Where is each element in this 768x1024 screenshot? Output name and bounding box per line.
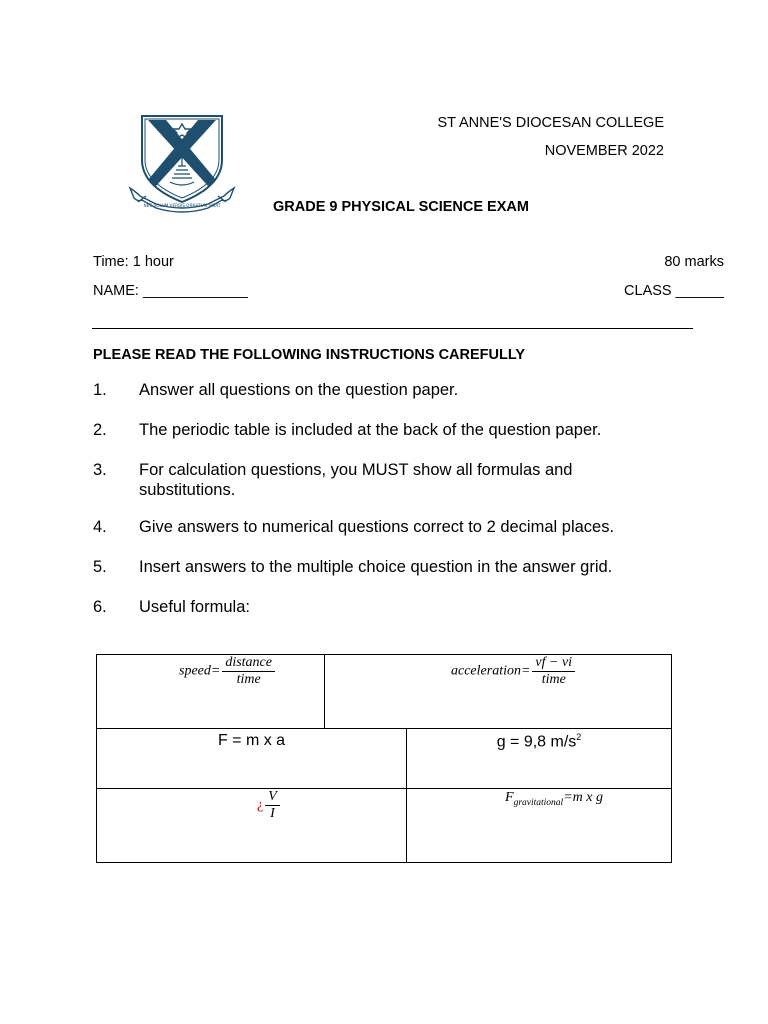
crest-motto: NEC SOLUM VERBIS ORNATUM VIVAT [143,203,221,208]
weight-subscript: gravitational [513,798,564,808]
instruction-text: For calculation questions, you MUST show all formulas and substitutions. [139,461,573,499]
instruction-text: Give answers to numerical questions correct to 2 decimal places. [139,518,615,536]
speed-lhs: speed= [179,663,221,679]
weight-force: F [505,790,514,805]
force-formula: F = m x a [217,732,286,749]
school-name: ST ANNE'S DIOCESAN COLLEGE [437,115,664,131]
instruction-number: 2. [93,421,107,439]
acceleration-numerator: vf − vi [532,655,575,672]
formula-cell-acceleration [324,654,672,729]
divider-line [92,328,693,329]
ohm-numerator: V [265,789,280,806]
formula-cell-weight [406,788,672,863]
acceleration-denominator: time [541,672,566,687]
exam-date: NOVEMBER 2022 [544,143,664,159]
total-marks: 80 marks [664,254,724,270]
formula-cell-force [96,728,407,789]
formula-cell-ohm [96,788,407,863]
instruction-number: 6. [93,598,107,616]
acceleration-lhs: acceleration= [451,663,531,679]
formula-cell-gravity [406,728,672,789]
gravity-exponent: 2 [576,732,582,742]
instruction-number: 4. [93,518,107,536]
time-allowed: Time: 1 hour [93,254,174,270]
instruction-number: 3. [93,461,107,479]
weight-rhs: =m x g [563,790,603,805]
school-crest-logo [126,112,238,214]
formula-cell-speed [96,654,325,729]
instruction-number: 5. [93,558,107,576]
gravity-formula: g = 9,8 m/s [496,733,577,751]
instruction-text: The periodic table is included at the back of the question paper. [139,421,602,439]
instruction-text: Answer all questions on the question paper. [139,381,459,399]
speed-numerator: distance [222,655,275,672]
name-field[interactable]: NAME: _____________ [93,283,248,299]
instructions-heading: PLEASE READ THE FOLLOWING INSTRUCTIONS CAREFULLY [93,347,526,363]
exam-title: GRADE 9 PHYSICAL SCIENCE EXAM [273,199,529,215]
instruction-text: Insert answers to the multiple choice question in the answer grid. [139,558,613,576]
speed-denominator: time [236,672,261,687]
class-field[interactable]: CLASS ______ [624,283,724,299]
ohm-denominator: I [270,806,275,821]
ohm-prefix: ¿ [257,797,264,813]
instruction-text: Useful formula: [139,598,250,616]
formula-table [96,654,672,863]
instruction-number: 1. [93,381,107,399]
